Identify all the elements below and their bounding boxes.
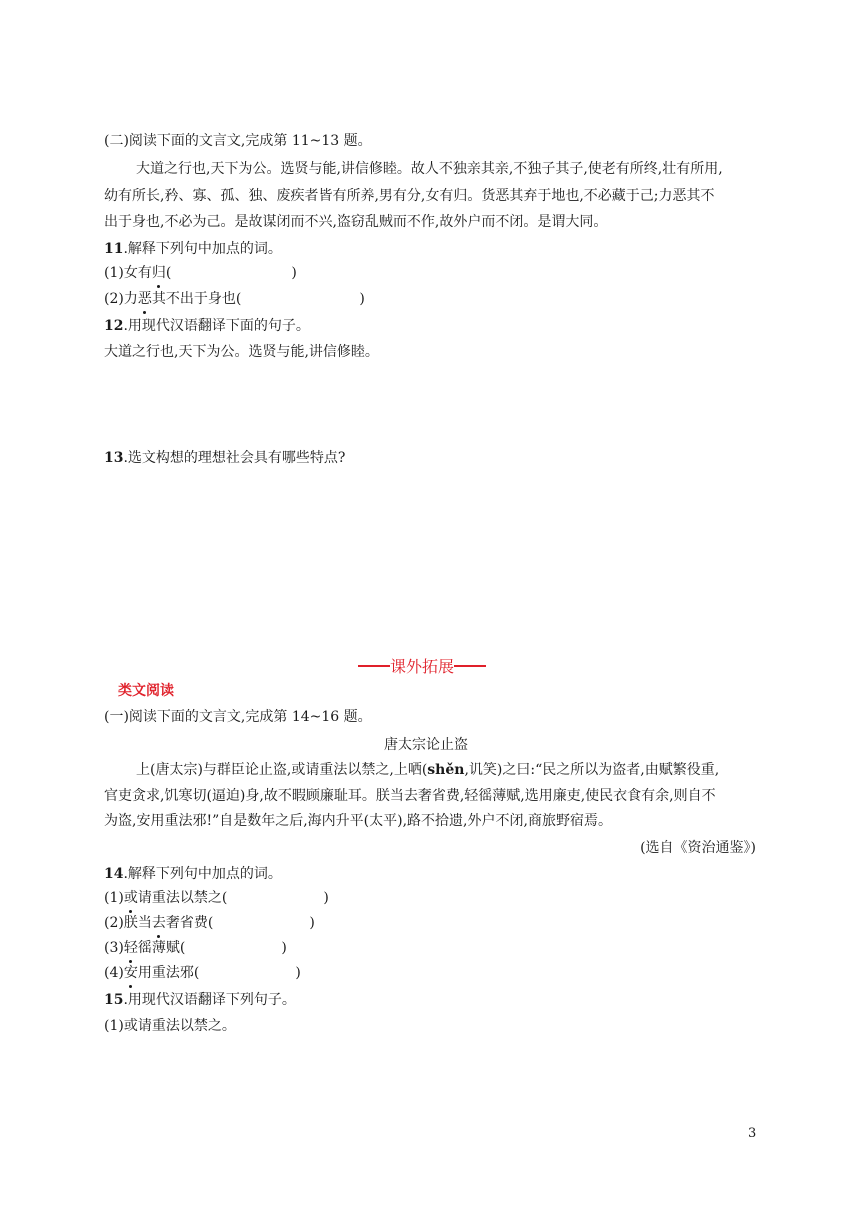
question-number: 13	[104, 450, 124, 466]
question-12	[104, 316, 310, 336]
question-13	[104, 448, 345, 468]
extension-subheading: 类文阅读	[118, 683, 174, 699]
q12-sentence: 大道之行也,天下为公。选贤与能,讲信修睦。	[104, 344, 379, 360]
q14-item-1	[104, 888, 329, 908]
item-text: 其不出于身也(	[151, 291, 242, 307]
question-11	[104, 239, 282, 259]
item-text: 奢省费(	[165, 915, 214, 931]
item-text: 用重法邪(	[137, 965, 200, 981]
extension-header: (一)阅读下面的文言文,完成第 14~16 题。	[104, 709, 372, 725]
passage-text: 上(唐太宗)与群臣论止盗,或请重法以禁之,上哂(	[136, 762, 428, 778]
question-14	[104, 864, 282, 884]
item-text: )	[295, 965, 301, 981]
q11-item-1	[104, 263, 297, 283]
item-text: (2)力	[104, 291, 138, 307]
passage-line: 官吏贪求,饥寒切(逼迫)身,故不暇顾廉耻耳。朕当去奢省费,轻徭薄赋,选用廉吏,使民衣食有余,则自不	[104, 788, 716, 804]
dotted-word: 去	[151, 915, 166, 931]
passage-title: 唐太宗论止盗	[384, 737, 468, 753]
question-stem: .用现代汉语翻译下列句子。	[123, 992, 296, 1008]
q14-item-2	[104, 913, 315, 933]
item-text: 徭薄赋(	[137, 940, 186, 956]
item-text: (1)女有	[104, 265, 152, 281]
heading-rule-left	[358, 665, 390, 667]
page-number: 3	[748, 1126, 757, 1141]
item-text: 请重法以禁之(	[137, 890, 228, 906]
passage-line: 幼有所长,矜、寡、孤、独、废疾者皆有所养,男有分,女有归。货恶其弃于地也,不必藏于己;力恶其不	[104, 188, 715, 204]
pinyin: shěn	[427, 762, 465, 778]
question-number: 14	[104, 866, 124, 882]
passage-source: (选自《资治通鉴》)	[640, 840, 756, 856]
question-stem: .选文构想的理想社会具有哪些特点?	[123, 450, 346, 466]
dotted-word: 安	[123, 965, 138, 981]
q14-item-3	[104, 938, 287, 958]
item-text: )	[309, 915, 315, 931]
question-stem: .解释下列句中加点的词。	[123, 241, 282, 257]
dotted-word: 或	[123, 890, 138, 906]
passage-line	[136, 760, 719, 780]
item-text: (2)朕当	[104, 915, 152, 931]
dotted-word: 归	[151, 265, 166, 281]
q14-item-4	[104, 963, 301, 983]
extension-heading-text: 课外拓展	[390, 657, 455, 676]
item-text: (3)	[104, 940, 124, 956]
dotted-word: 轻	[123, 940, 138, 956]
dotted-word: 恶	[137, 291, 152, 307]
item-text: )	[359, 291, 365, 307]
item-text: (1)	[104, 890, 124, 906]
question-number: 15	[104, 992, 124, 1008]
item-text: )	[291, 265, 297, 281]
question-15	[104, 990, 296, 1010]
q15-item-1: (1)或请重法以禁之。	[104, 1018, 236, 1034]
item-text: (4)	[104, 965, 124, 981]
question-number: 11	[104, 241, 124, 257]
item-text: )	[323, 890, 329, 906]
passage-text: ,讥笑)之曰:“民之所以为盗者,由赋繁役重,	[464, 762, 720, 778]
passage-line: 出于身也,不必为己。是故谋闭而不兴,盗窃乱贼而不作,故外户而不闭。是谓大同。	[104, 214, 608, 230]
extension-heading	[358, 654, 486, 677]
item-text: )	[281, 940, 287, 956]
item-text: (	[165, 265, 172, 281]
question-stem: .用现代汉语翻译下面的句子。	[123, 318, 310, 334]
q11-item-2	[104, 289, 365, 309]
passage-line: 为盗,安用重法邪!”自是数年之后,海内升平(太平),路不拾遗,外户不闭,商旅野宿焉。	[104, 813, 612, 829]
heading-rule-right	[454, 665, 486, 667]
question-stem: .解释下列句中加点的词。	[123, 866, 282, 882]
question-number: 12	[104, 318, 124, 334]
section2-header: (二)阅读下面的文言文,完成第 11~13 题。	[104, 133, 372, 149]
passage-line: 大道之行也,天下为公。选贤与能,讲信修睦。故人不独亲其亲,不独子其子,使老有所终,壮有所用,	[136, 161, 723, 177]
